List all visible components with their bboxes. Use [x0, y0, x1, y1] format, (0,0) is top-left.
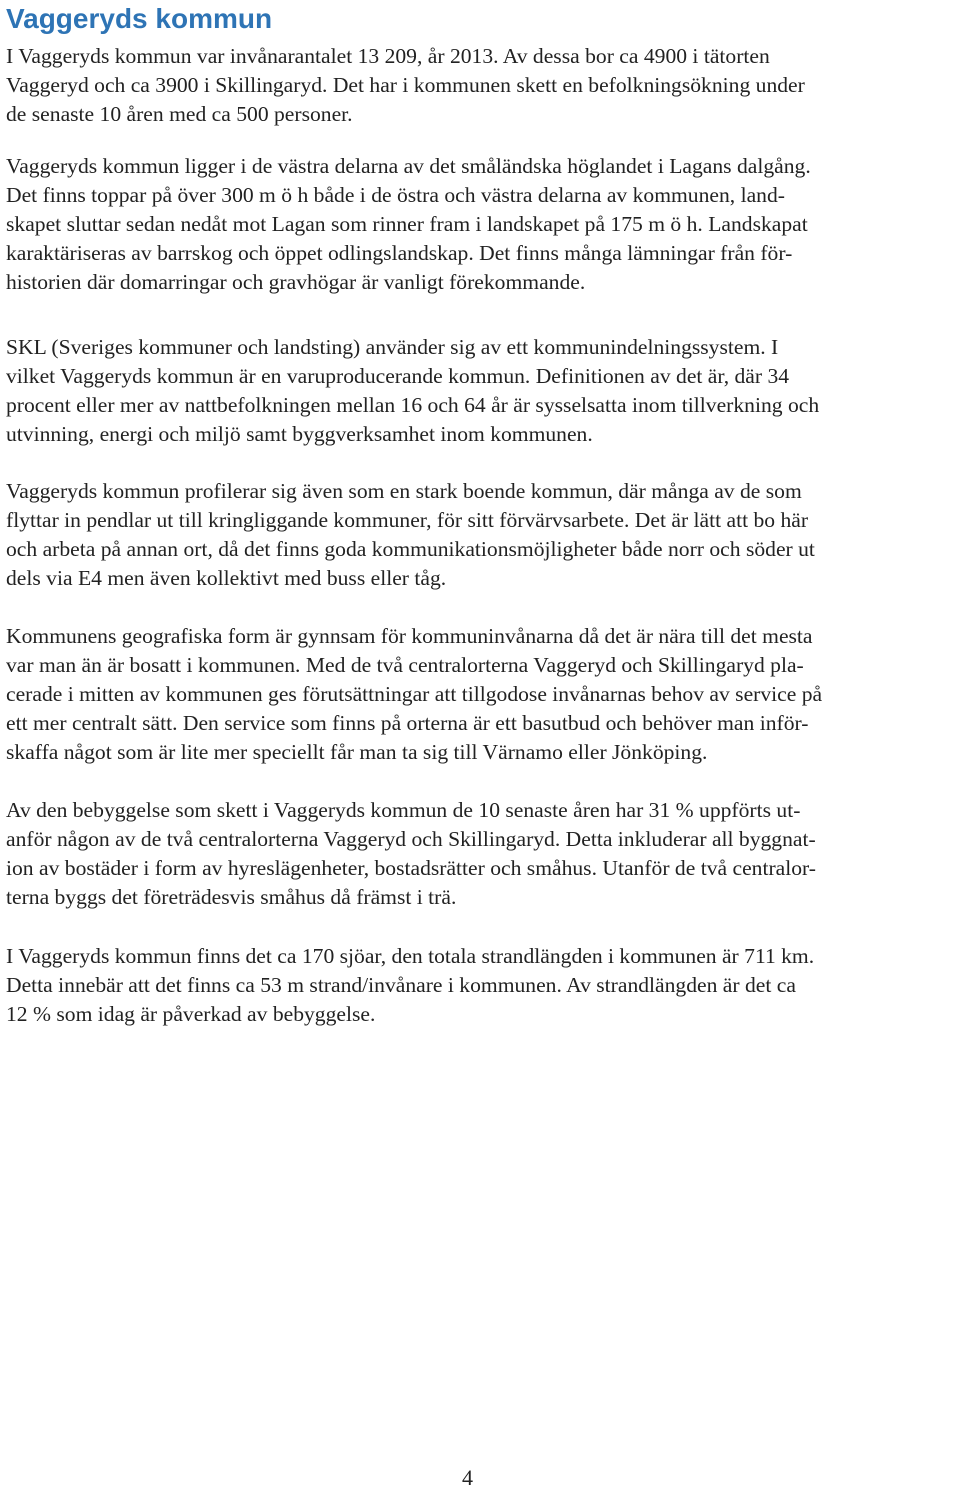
page-number: 4: [462, 1465, 473, 1490]
text-line: vilket Vaggeryds kommun är en varuproducerande kommun. Definitionen av det är, där 34: [6, 364, 790, 388]
text-line: historien där domarringar och gravhögar är vanligt förekommande.: [6, 270, 586, 294]
text-line: Detta innebär att det finns ca 53 m strand/invånare i kommunen. Av strandlängden är det ca: [6, 973, 796, 997]
text-line: dels via E4 men även kollektivt med buss eller tåg.: [6, 566, 447, 590]
text-line: Vaggeryds kommun ligger i de västra delarna av det småländska höglandet i Lagans dalgång.: [6, 154, 811, 178]
text-line: skapet sluttar sedan nedåt mot Lagan som rinner fram i landskapet på 175 m ö h. Landskapat: [6, 212, 808, 236]
text-line: utvinning, energi och miljö samt byggverksamhet inom kommunen.: [6, 422, 593, 446]
text-line: de senaste 10 åren med ca 500 personer.: [6, 102, 353, 126]
text-line: cerade i mitten av kommunen ges förutsättningar att tillgodose invånarnas behov av service på: [6, 682, 823, 706]
text-line: skaffa något som är lite mer speciellt får man ta sig till Värnamo eller Jönköping.: [6, 740, 708, 764]
text-line: I Vaggeryds kommun var invånarantalet 13 209, år 2013. Av dessa bor ca 4900 i tätorten: [6, 44, 770, 68]
text-line: SKL (Sveriges kommuner och landsting) använder sig av ett kommunindelningssystem. I: [6, 335, 779, 359]
paragraph-skl: [6, 333, 819, 449]
text-line: I Vaggeryds kommun finns det ca 170 sjöar, den totala strandlängden i kommunen är 711 km.: [6, 944, 815, 968]
paragraph-lakes: [6, 942, 814, 1029]
text-line: ion av bostäder i form av hyreslägenheter, bostadsrätter och småhus. Utanför de två centralor-: [6, 856, 816, 880]
text-line: Vaggeryds kommun profilerar sig även som en stark boende kommun, där många av de som: [6, 479, 802, 503]
text-line: Kommunens geografiska form är gynnsam för kommuninvånarna då det är nära till det mesta: [6, 624, 813, 648]
text-line: Av den bebyggelse som skett i Vaggeryds kommun de 10 senaste åren har 31 % uppförts ut-: [6, 798, 801, 822]
page-title: Vaggeryds kommun: [6, 3, 273, 34]
text-line: flyttar in pendlar ut till kringliggande kommuner, för sitt förvärvsarbete. Det är lätt att bo här: [6, 508, 809, 532]
text-line: procent eller mer av nattbefolkningen mellan 16 och 64 år är sysselsatta inom tillverkning och: [6, 393, 820, 417]
paragraph-commuting: [6, 477, 815, 593]
paragraph-geography: [6, 152, 811, 297]
text-line: 12 % som idag är påverkad av bebyggelse.: [6, 1002, 376, 1026]
text-line: Vaggeryd och ca 3900 i Skillingaryd. Det har i kommunen skett en befolkningsökning under: [6, 73, 805, 97]
text-line: Det finns toppar på över 300 m ö h både i de östra och västra delarna av kommunen, land-: [6, 183, 785, 207]
text-line: anför någon av de två centralorterna Vaggeryd och Skillingaryd. Detta inkluderar all byggnat-: [6, 827, 816, 851]
text-line: var man än är bosatt i kommunen. Med de två centralorterna Vaggeryd och Skillingaryd pla-: [6, 653, 804, 677]
paragraph-construction: [6, 796, 816, 912]
paragraph-population: [6, 42, 805, 129]
text-line: terna byggs det företrädesvis småhus då främst i trä.: [6, 885, 457, 909]
text-line: och arbeta på annan ort, då det finns goda kommunikationsmöjligheter både norr och söder ut: [6, 537, 815, 561]
paragraph-service: [6, 622, 822, 767]
text-line: ett mer centralt sätt. Den service som finns på orterna är ett basutbud och behöver man inför-: [6, 711, 809, 735]
text-line: karaktäriseras av barrskog och öppet odlingslandskap. Det finns många lämningar från för-: [6, 241, 793, 265]
